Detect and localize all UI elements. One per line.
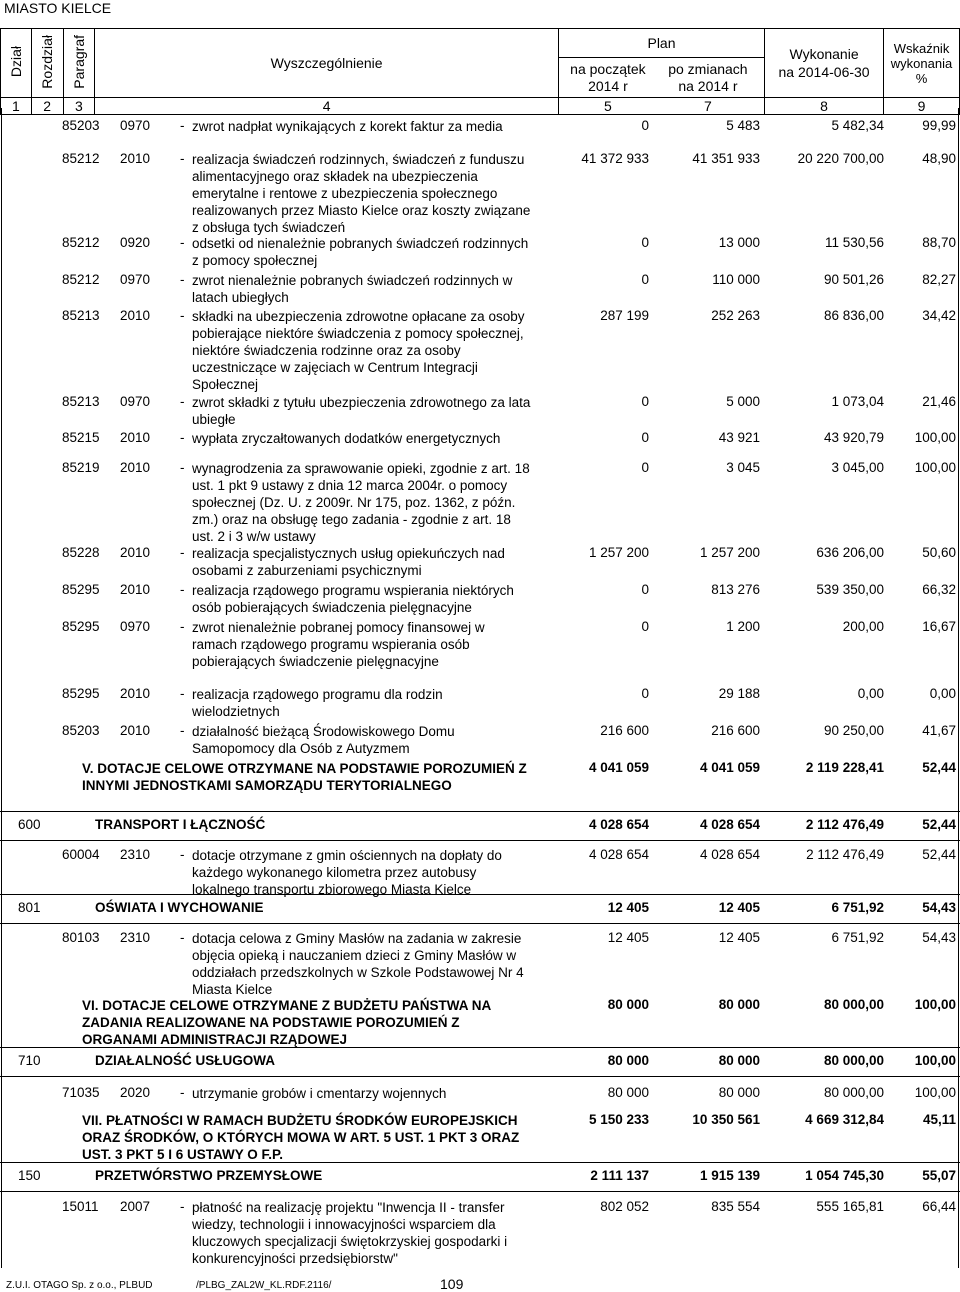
cell-dash: - <box>180 430 185 445</box>
value-execution: 43 920,79 <box>823 430 884 445</box>
cell-dash: - <box>180 930 185 945</box>
cell-description: realizacja rządowego programu dla rodzin wielodzietnych <box>192 687 443 719</box>
cell-dash: - <box>180 619 185 634</box>
value-execution: 1 073,04 <box>831 394 884 409</box>
value-plan-after-changes: 813 276 <box>711 582 760 597</box>
value-execution-index: 52,44 <box>922 847 956 862</box>
header-paragraf: Paragraf <box>63 29 95 98</box>
header-dzial: Dział <box>1 29 32 98</box>
value-execution: 80 000,00 <box>823 1085 884 1100</box>
value-plan-after-changes: 13 000 <box>718 235 760 250</box>
cell-dzial: 710 <box>18 1053 41 1068</box>
cell-description: zwrot nienależnie pobranej pomocy finansowej w ramach rządowego programu wspierania osób pobierających świadczenie pielęgnacyjne <box>192 620 485 669</box>
cell-paragraf: 0920 <box>120 235 151 250</box>
table-body <box>0 108 960 1268</box>
value-execution-index: 66,44 <box>922 1199 956 1214</box>
value-execution-index: 99,99 <box>922 118 956 133</box>
value-execution: 200,00 <box>842 619 884 634</box>
cell-dash: - <box>180 723 185 738</box>
value-plan-after-changes: 3 045 <box>726 460 760 475</box>
value-execution-index: 45,11 <box>922 1112 956 1127</box>
top-title-bar <box>0 0 960 18</box>
value-execution: 6 751,92 <box>831 930 884 945</box>
value-execution: 636 206,00 <box>816 545 884 560</box>
value-execution: 2 112 476,49 <box>806 847 884 862</box>
value-execution: 555 165,81 <box>816 1199 884 1214</box>
value-execution-index: 34,42 <box>922 308 956 323</box>
value-execution: 80 000,00 <box>823 1053 884 1068</box>
value-execution-index: 100,00 <box>914 430 956 445</box>
value-execution-index: 100,00 <box>914 1085 956 1100</box>
header-plan: Plan <box>559 29 764 58</box>
value-plan-after-changes: 80 000 <box>718 1085 760 1100</box>
cell-description: dotacja celowa z Gminy Masłów na zadania w zakresie objęcia opieką i nauczaniem dzieci z Gminy Masłów w oddziałach przedszkolnych w Szkole Podstawowej Nr 4 Miasta Kielce <box>192 931 524 997</box>
cell-dash: - <box>180 235 185 250</box>
value-plan-start: 80 000 <box>607 1053 649 1068</box>
value-execution: 86 836,00 <box>823 308 884 323</box>
cell-description: wypłata zryczałtowanych dodatków energetycznych <box>192 431 501 446</box>
cell-rozdzial: 85295 <box>62 582 100 597</box>
value-plan-start: 4 028 654 <box>588 817 649 832</box>
value-execution-index: 100,00 <box>914 1053 956 1068</box>
header-wykonanie: Wykonanie na 2014-06-30 <box>765 29 884 98</box>
cell-dash: - <box>180 1199 185 1214</box>
value-plan-start: 1 257 200 <box>588 545 649 560</box>
cell-paragraf: 0970 <box>120 118 151 133</box>
cell-paragraf: 2010 <box>120 151 151 166</box>
value-plan-after-changes: 80 000 <box>718 997 760 1012</box>
cell-dash: - <box>180 308 185 323</box>
cell-dash: - <box>180 460 185 475</box>
value-plan-after-changes: 29 188 <box>718 686 760 701</box>
cell-rozdzial: 85295 <box>62 686 100 701</box>
value-execution-index: 54,43 <box>922 900 956 915</box>
value-plan-start: 287 199 <box>600 308 649 323</box>
value-plan-after-changes: 216 600 <box>711 723 760 738</box>
cell-paragraf: 2010 <box>120 723 151 738</box>
cell-rozdzial: 85215 <box>62 430 100 445</box>
value-execution: 1 054 745,30 <box>805 1168 884 1183</box>
value-plan-start: 4 028 654 <box>588 847 649 862</box>
cell-paragraf: 2010 <box>120 686 151 701</box>
cell-dash: - <box>180 686 185 701</box>
value-plan-after-changes: 12 405 <box>718 900 760 915</box>
value-plan-start: 0 <box>641 272 649 287</box>
value-plan-start: 0 <box>641 430 649 445</box>
dzial-title: TRANSPORT I ŁĄCZNOŚĆ <box>95 817 266 832</box>
value-plan-start: 0 <box>641 118 649 133</box>
value-plan-start: 802 052 <box>600 1199 649 1214</box>
header-rozdzial: Rozdział <box>31 29 63 98</box>
value-execution-index: 82,27 <box>922 272 956 287</box>
cell-dash: - <box>180 847 185 862</box>
footer-company: Z.U.I. OTAGO Sp. z o.o., PLBUD <box>6 1280 153 1291</box>
cell-description: realizacja rządowego programu wspierania niektórych osób pobierających świadczenia pielęgnacyjne <box>192 583 514 615</box>
cell-paragraf: 2010 <box>120 460 151 475</box>
value-plan-start: 80 000 <box>607 1085 649 1100</box>
section-title: VII. PŁATNOŚCI W RAMACH BUDŻETU ŚRODKÓW EUROPEJSKICH ORAZ ŚRODKÓW, O KTÓRYCH MOWA W ART. 5 UST. 1 PKT 3 ORAZ UST. 3 PKT 5 I 6 USTAWY O F.P. <box>82 1113 520 1162</box>
cell-rozdzial: 60004 <box>62 847 100 862</box>
value-execution: 2 112 476,49 <box>805 817 884 832</box>
cell-dash: - <box>180 545 185 560</box>
cell-dzial: 801 <box>18 900 41 915</box>
value-plan-start: 12 405 <box>607 930 649 945</box>
value-plan-after-changes: 110 000 <box>712 272 760 287</box>
cell-dash: - <box>180 582 185 597</box>
cell-paragraf: 2010 <box>120 308 151 323</box>
value-plan-after-changes: 12 405 <box>718 930 760 945</box>
value-execution: 90 250,00 <box>823 723 884 738</box>
value-plan-after-changes: 43 921 <box>718 430 760 445</box>
value-execution-index: 41,67 <box>922 723 956 738</box>
cell-rozdzial: 85212 <box>62 151 100 166</box>
header-na-poczatek: na początek 2014 r <box>570 61 646 94</box>
cell-paragraf: 2020 <box>120 1085 151 1100</box>
header-plan-group <box>558 29 764 98</box>
value-plan-after-changes: 4 041 059 <box>699 760 760 775</box>
value-plan-start: 216 600 <box>600 723 649 738</box>
value-execution: 11 530,56 <box>824 235 884 250</box>
value-execution-index: 0,00 <box>929 686 956 701</box>
header-po-zmianach: po zmianach na 2014 r <box>668 61 748 94</box>
value-plan-start: 80 000 <box>607 997 649 1012</box>
value-execution: 3 045,00 <box>831 460 884 475</box>
value-execution-index: 21,46 <box>922 394 956 409</box>
value-plan-after-changes: 1 915 139 <box>699 1168 760 1183</box>
value-plan-start: 2 111 137 <box>590 1168 649 1183</box>
value-plan-after-changes: 252 263 <box>711 308 760 323</box>
cell-description: płatność na realizację projektu "Inwencja II - transfer wiedzy, technologii i innowacyjności wsparciem dla kluczowych specjalizacji świętokrzyskiej gospodarki i konkurencyjności przedsiębiorstw" <box>192 1200 508 1266</box>
header-column-numbers: 1 2 3 4 5 7 8 9 <box>1 98 960 115</box>
cell-description: dotacje otrzymane z gmin ościennych na dopłaty do każdego wykonanego kilometra przez autobusy lokalnego transportu zbiorowego Miasta Kielce <box>192 848 502 897</box>
cell-paragraf: 0970 <box>120 619 151 634</box>
cell-description: odsetki od nienależnie pobranych świadczeń rodzinnych z pomocy społecznej <box>192 236 529 268</box>
value-execution-index: 100,00 <box>914 997 956 1012</box>
value-execution-index: 16,67 <box>922 619 956 634</box>
value-execution-index: 48,90 <box>922 151 956 166</box>
value-plan-after-changes: 1 257 200 <box>699 545 760 560</box>
value-plan-start: 0 <box>641 460 649 475</box>
cell-dash: - <box>180 118 185 133</box>
cell-paragraf: 0970 <box>120 272 151 287</box>
cell-rozdzial: 80103 <box>62 930 100 945</box>
value-plan-after-changes: 5 483 <box>726 118 760 133</box>
cell-description: zwrot składki z tytułu ubezpieczenia zdrowotnego za lata ubiegłe <box>192 395 531 427</box>
value-plan-after-changes: 4 028 654 <box>699 847 760 862</box>
header-wskaznik: Wskaźnik wykonania % <box>884 29 960 98</box>
value-execution: 0,00 <box>857 686 884 701</box>
value-execution: 20 220 700,00 <box>797 151 884 166</box>
value-plan-start: 41 372 933 <box>581 151 649 166</box>
cell-paragraf: 2310 <box>120 847 151 862</box>
dzial-title: PRZETWÓRSTWO PRZEMYSŁOWE <box>95 1168 323 1183</box>
value-execution: 4 669 312,84 <box>805 1112 884 1127</box>
table-header <box>0 28 960 115</box>
cell-rozdzial: 85219 <box>62 460 100 475</box>
value-plan-after-changes: 10 350 561 <box>692 1112 760 1127</box>
cell-rozdzial: 85213 <box>62 394 100 409</box>
cell-description: realizacja świadczeń rodzinnych, świadczeń z funduszu alimentacyjnego oraz składek na ubezpieczenia emerytalne i rentowe z ubezpieczenia społecznego realizowanych przez Miasto Kielce oraz koszty związane z obsługa tych świadczeń <box>192 152 531 235</box>
dzial-title: OŚWIATA I WYCHOWANIE <box>95 900 264 915</box>
value-execution: 539 350,00 <box>816 582 884 597</box>
cell-description: składki na ubezpieczenia zdrowotne opłacane za osoby pobierające niektóre świadczenia z pomocy społecznej, niektóre świadczenia rodzinne oraz za osoby uczestniczące w zajęciach w Centrum Integracji Społecznej <box>192 309 525 392</box>
cell-rozdzial: 85203 <box>62 118 100 133</box>
cell-rozdzial: 85213 <box>62 308 100 323</box>
cell-description: zwrot nadpłat wynikających z korekt faktur za media <box>192 119 503 134</box>
cell-paragraf: 0970 <box>120 394 151 409</box>
cell-rozdzial: 85228 <box>62 545 100 560</box>
dzial-title: DZIAŁALNOŚĆ USŁUGOWA <box>95 1053 275 1068</box>
cell-description: realizacja specjalistycznych usług opiekuńczych nad osobami z zaburzeniami psychicznymi <box>192 546 505 578</box>
cell-rozdzial: 85203 <box>62 723 100 738</box>
cell-paragraf: 2010 <box>120 430 151 445</box>
value-plan-after-changes: 4 028 654 <box>699 817 760 832</box>
cell-dash: - <box>180 272 185 287</box>
cell-paragraf: 2310 <box>120 930 151 945</box>
value-execution: 5 482,34 <box>831 118 884 133</box>
value-execution: 90 501,26 <box>823 272 884 287</box>
cell-paragraf: 2007 <box>120 1199 151 1214</box>
value-plan-after-changes: 835 554 <box>711 1199 760 1214</box>
value-plan-after-changes: 41 351 933 <box>692 151 760 166</box>
value-plan-start: 0 <box>641 686 649 701</box>
value-execution-index: 52,44 <box>922 817 956 832</box>
value-plan-start: 5 150 233 <box>588 1112 649 1127</box>
cell-dzial: 150 <box>18 1168 41 1183</box>
value-execution: 6 751,92 <box>831 900 884 915</box>
cell-paragraf: 2010 <box>120 545 151 560</box>
value-execution-index: 100,00 <box>914 460 956 475</box>
value-execution-index: 52,44 <box>922 760 956 775</box>
cell-rozdzial: 85295 <box>62 619 100 634</box>
cell-dash: - <box>180 151 185 166</box>
section-title: V. DOTACJE CELOWE OTRZYMANE NA PODSTAWIE POROZUMIEŃ Z INNYMI JEDNOSTKAMI SAMORZĄDU TERYTORIALNEGO <box>82 761 527 793</box>
footer-page-number: 109 <box>440 1276 464 1292</box>
value-execution-index: 50,60 <box>922 545 956 560</box>
cell-description: zwrot nienależnie pobranych świadczeń rodzinnych w latach ubiegłych <box>192 273 513 305</box>
value-plan-start: 0 <box>641 235 649 250</box>
cell-description: wynagrodzenia za sprawowanie opieki, zgodnie z art. 18 ust. 1 pkt 9 ustawy z dnia 12 marca 2004r. o pomocy społecznej (Dz. U. z 2009r. Nr 175, poz. 1362, z późn. zm.) oraz na obsługę tego zadania - zgodnie z art. 18 ust. 2 i 3 w/w ustawy <box>192 461 530 544</box>
cell-rozdzial: 71035 <box>62 1085 100 1100</box>
value-execution-index: 54,43 <box>922 930 956 945</box>
value-execution-index: 55,07 <box>922 1168 956 1183</box>
value-execution: 2 119 228,41 <box>805 760 884 775</box>
cell-rozdzial: 15011 <box>62 1199 99 1214</box>
page-footer <box>0 1264 960 1292</box>
value-plan-start: 4 041 059 <box>588 760 649 775</box>
footer-path: /PLBG_ZAL2W_KL.RDF.2116/ <box>196 1280 332 1291</box>
value-plan-after-changes: 5 000 <box>726 394 760 409</box>
cell-rozdzial: 85212 <box>62 235 100 250</box>
value-plan-start: 0 <box>641 394 649 409</box>
cell-description: utrzymanie grobów i cmentarzy wojennych <box>192 1086 447 1101</box>
value-plan-after-changes: 1 200 <box>726 619 760 634</box>
cell-dash: - <box>180 394 185 409</box>
cell-paragraf: 2010 <box>120 582 151 597</box>
value-plan-start: 0 <box>641 619 649 634</box>
value-execution: 80 000,00 <box>823 997 884 1012</box>
cell-dash: - <box>180 1085 185 1100</box>
cell-description: działalność bieżącą Środowiskowego Domu Samopomocy dla Osób z Autyzmem <box>192 724 455 756</box>
value-plan-start: 12 405 <box>607 900 649 915</box>
value-execution-index: 88,70 <box>922 235 956 250</box>
value-execution-index: 66,32 <box>922 582 956 597</box>
value-plan-after-changes: 80 000 <box>718 1053 760 1068</box>
cell-dzial: 600 <box>18 817 41 832</box>
header-wyszczegolnienie: Wyszczególnienie <box>95 29 559 98</box>
cell-rozdzial: 85212 <box>62 272 100 287</box>
page-title: MIASTO KIELCE <box>4 0 112 16</box>
section-title: VI. DOTACJE CELOWE OTRZYMANE Z BUDŻETU PAŃSTWA NA ZADANIA REALIZOWANE NA PODSTAWIE POROZUMIEŃ Z ORGANAMI ADMINISTRACJI RZĄDOWEJ <box>82 998 491 1047</box>
value-plan-start: 0 <box>641 582 649 597</box>
